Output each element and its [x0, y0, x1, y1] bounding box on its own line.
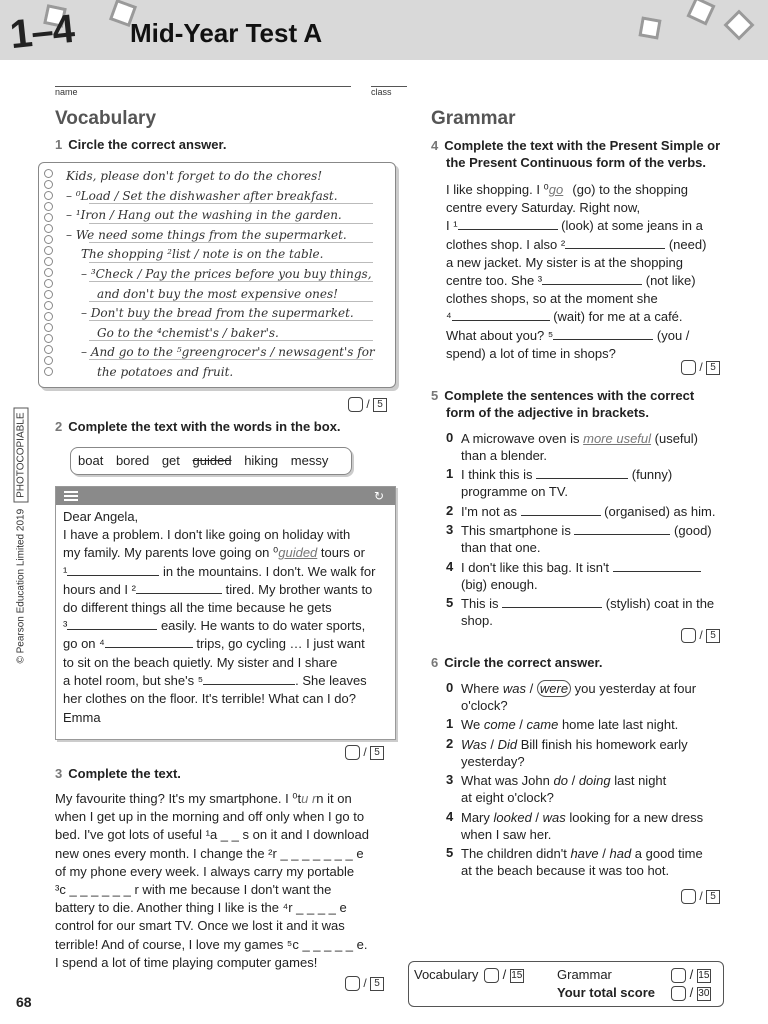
- answer-option[interactable]: had: [609, 846, 632, 861]
- instruction-text: Circle the correct answer.: [68, 137, 227, 152]
- email-line: ¹ in the mountains. I don't. We walk for: [63, 563, 376, 579]
- answer-option[interactable]: looked: [493, 810, 532, 825]
- exercise-3-text: [55, 790, 395, 972]
- exercise-6-score: / 5: [681, 889, 720, 904]
- text-line[interactable]: terrible! And of course, I love my games ⁵c _ _ _ _ _ e.: [55, 936, 368, 952]
- score-summary: [408, 961, 724, 1007]
- instruction-text: Complete the text with the Present Simple or: [444, 138, 721, 153]
- list-item[interactable]: The shopping ²list / note is on the table.: [81, 247, 324, 262]
- exercise-6-list: [446, 680, 746, 880]
- answer-option-circled[interactable]: were: [537, 680, 571, 697]
- grammar-total: / 15: [671, 967, 711, 983]
- exercise-number: 1: [55, 137, 63, 152]
- item-number: 4: [446, 559, 454, 574]
- example-answer: guided: [278, 545, 318, 561]
- max-score: 5: [370, 977, 384, 991]
- word-option: guided: [192, 453, 232, 468]
- exercise-number: 5: [431, 388, 439, 403]
- exercise-5-score: / 5: [681, 628, 720, 643]
- max-score: 5: [373, 398, 387, 412]
- score-box[interactable]: [484, 968, 499, 983]
- item-number: 4: [446, 809, 454, 824]
- text-line: What about you? ⁵ (you /: [446, 327, 690, 343]
- exercise-number: 4: [431, 138, 439, 153]
- exercise-6-instruction: [431, 655, 602, 670]
- exercise-1-instruction: [55, 137, 226, 152]
- score-box[interactable]: [681, 628, 696, 643]
- vocabulary-total: Vocabulary / 15: [414, 967, 523, 982]
- copyright-text: © Pearson Education Limited 2019: [15, 508, 27, 664]
- exercise-4-instruction: [431, 137, 731, 171]
- instruction-text: Complete the sentences with the correct: [444, 388, 695, 403]
- list-item: Where was / were you yesterday at four o'clock?: [461, 681, 697, 713]
- menu-icon[interactable]: [64, 491, 78, 501]
- max-score: 15: [698, 969, 710, 981]
- score-box[interactable]: [681, 360, 696, 375]
- word-option: bored: [115, 453, 150, 468]
- max-score: 5: [706, 361, 720, 375]
- email-line: hours and I ² tired. My brother wants to: [63, 581, 373, 597]
- list-item: – Don't buy the bread from the supermarket.: [81, 306, 354, 321]
- answer-blank[interactable]: [458, 217, 558, 230]
- exercise-5-instruction: [431, 387, 731, 421]
- text-line: I spend a lot of time playing computer games!: [55, 954, 318, 970]
- answer-option[interactable]: was: [502, 681, 527, 696]
- text-line: control for our smart TV. Once we lost it and it was: [55, 918, 345, 934]
- name-field[interactable]: [55, 86, 351, 87]
- text-line[interactable]: bed. I've got lots of useful ¹a _ _ s on it and I download: [55, 827, 369, 843]
- answer-blank[interactable]: [574, 522, 670, 535]
- item-number: 0: [446, 430, 454, 445]
- list-item: Mary looked / was looking for a new dress when I saw her.: [461, 810, 704, 842]
- item-number: 5: [446, 595, 454, 610]
- exercise-number: 2: [55, 419, 63, 434]
- answer-blank[interactable]: [67, 617, 157, 630]
- exercise-3-instruction: [55, 766, 181, 781]
- answer-blank[interactable]: [452, 308, 550, 321]
- text-line: centre every Saturday. Right now,: [446, 200, 641, 216]
- email-line: a hotel room, but she's ⁵ . She leaves: [63, 672, 367, 688]
- email-panel: [55, 486, 396, 740]
- list-item[interactable]: – ⁰Load / Set the dishwasher after breakfast.: [66, 188, 338, 203]
- item-number: 2: [446, 736, 454, 751]
- answer-blank[interactable]: [613, 559, 701, 572]
- refresh-icon[interactable]: ↻: [374, 489, 385, 503]
- score-box[interactable]: [681, 889, 696, 904]
- instruction-text: form of the adjective in brackets.: [446, 405, 650, 420]
- photocopiable-label: PHOTOCOPIABLE: [14, 407, 29, 502]
- item-number: 2: [446, 503, 454, 518]
- max-score: 5: [370, 746, 384, 760]
- word-option: get: [161, 453, 180, 468]
- answer-option[interactable]: Did: [497, 737, 518, 752]
- text-line[interactable]: new ones every month. I change the ²r _ _ _ _ _ _ _ e: [55, 845, 364, 861]
- email-line: do different things all the time because he gets: [63, 600, 332, 616]
- list-item[interactable]: – And go to the ⁵greengrocer's / newsagent's for: [81, 345, 375, 360]
- list-item: Kids, please don't forget to do the chores!: [66, 169, 323, 183]
- word-option: hiking: [244, 453, 279, 468]
- word-option: boat: [78, 453, 104, 468]
- exercise-number: 6: [431, 655, 439, 670]
- text-line: ⁴ (wait) for me at a café.: [446, 309, 683, 325]
- answer-blank[interactable]: [565, 236, 665, 249]
- item-number: 3: [446, 772, 454, 787]
- vocabulary-total-label: Vocabulary: [414, 967, 479, 982]
- name-label: name: [55, 87, 78, 97]
- list-item: This is (stylish) coat in the shop.: [461, 596, 715, 628]
- email-line: my family. My parents love going on ⁰guided tours or: [63, 545, 365, 561]
- exercise-4-score: / 5: [681, 360, 720, 375]
- text-line: when I get up in the morning and off only when I go to: [55, 809, 365, 825]
- email-line: her clothes on the floor. It's terrible! What can I do?: [63, 691, 356, 707]
- answer-option[interactable]: Was: [461, 737, 487, 752]
- list-item[interactable]: – ³Check / Pay the prices before you buy things,: [81, 266, 372, 281]
- list-item: I don't like this bag. It isn't (big) enough.: [461, 559, 701, 593]
- total-score: / 30: [671, 985, 711, 1001]
- score-box[interactable]: [345, 745, 360, 760]
- list-item: A microwave oven is more useful (useful) than a blender.: [461, 431, 698, 463]
- list-item: and don't buy the most expensive ones!: [97, 286, 338, 301]
- text-line[interactable]: ³c _ _ _ _ _ _ r with me because I don't want the: [55, 882, 332, 898]
- max-score: 30: [698, 987, 710, 999]
- item-number: 0: [446, 680, 454, 695]
- instruction-text: Complete the text with the words in the box.: [68, 419, 341, 434]
- class-label: class: [371, 87, 392, 97]
- item-number: 5: [446, 845, 454, 860]
- answer-option[interactable]: have: [570, 846, 599, 861]
- answer-blank[interactable]: [536, 466, 628, 479]
- answer-blank[interactable]: [553, 327, 653, 340]
- unit-number: 1–4: [7, 6, 76, 58]
- answer-option[interactable]: do: [553, 773, 568, 788]
- decorative-square: [638, 16, 661, 39]
- answer-blank[interactable]: [105, 635, 193, 648]
- score-box[interactable]: [348, 397, 363, 412]
- email-line: to sit on the beach quietly. My sister and I share: [63, 654, 338, 670]
- email-greeting: Dear Angela,: [63, 509, 139, 524]
- email-line: go on ⁴ trips, go cycling … I just want: [63, 636, 365, 652]
- answer-blank[interactable]: [203, 672, 295, 685]
- example-answer: more useful: [583, 431, 652, 446]
- text-line: a new jacket. My sister is at the shopping: [446, 254, 684, 270]
- answer-option[interactable]: come: [483, 717, 516, 732]
- item-number: 1: [446, 466, 454, 481]
- list-item: the potatoes and fruit.: [97, 364, 234, 379]
- email-body: [63, 508, 393, 727]
- max-score: 5: [706, 629, 720, 643]
- grammar-total-label: Grammar: [557, 967, 612, 982]
- exercise-4-text: [446, 181, 746, 363]
- page-number: 68: [16, 994, 32, 1010]
- list-item[interactable]: – ¹Iron / Hang out the washing in the garden.: [66, 208, 342, 223]
- answer-option[interactable]: was: [542, 810, 566, 825]
- list-item: We come / came home late last night.: [461, 717, 679, 732]
- text-line: centre too. She ³ (not like): [446, 273, 696, 289]
- chore-list: [66, 167, 386, 383]
- text-line[interactable]: battery to die. Another thing I like is the ⁴r _ _ _ _ e: [55, 900, 347, 916]
- answer-blank[interactable]: [542, 272, 642, 285]
- list-item: I think this is (funny) programme on TV.: [461, 467, 673, 499]
- item-number: 3: [446, 522, 454, 537]
- example-answer: u r: [301, 791, 317, 806]
- exercise-2-instruction: [55, 419, 341, 434]
- answer-blank[interactable]: [521, 503, 601, 516]
- list-item: What was John do / doing last night at eight o'clock?: [461, 773, 667, 805]
- email-line: I have a problem. I don't like going on holiday with: [63, 527, 351, 543]
- side-notice: [0, 400, 30, 690]
- score-box[interactable]: [671, 968, 686, 983]
- exercise-5-list: [446, 430, 746, 630]
- exercise-3-score: / 5: [345, 976, 384, 991]
- item-number: 1: [446, 716, 454, 731]
- list-item: – We need some things from the supermarket.: [66, 227, 347, 242]
- answer-blank[interactable]: [136, 581, 222, 594]
- text-line: clothes shops, so at the moment she: [446, 291, 658, 307]
- text-line: I like shopping. I ⁰go (go) to the shopping: [446, 181, 746, 199]
- grammar-heading: Grammar: [431, 108, 516, 129]
- text-line: I ¹ (look) at some jeans in a: [446, 218, 703, 234]
- instruction-text: Circle the correct answer.: [444, 655, 603, 670]
- list-item[interactable]: Go to the ⁴chemist's / baker's.: [97, 325, 279, 340]
- answer-option[interactable]: came: [526, 717, 559, 732]
- answer-option[interactable]: doing: [578, 773, 611, 788]
- score-box[interactable]: [671, 986, 686, 1001]
- list-item: This smartphone is (good) than that one.: [461, 523, 712, 555]
- exercise-2-score: / 5: [345, 745, 384, 760]
- text-line: My favourite thing? It's my smartphone. I ⁰tu rn it on: [55, 791, 352, 806]
- word-option: messy: [290, 453, 329, 468]
- vocabulary-heading: Vocabulary: [55, 108, 157, 129]
- score-box[interactable]: [345, 976, 360, 991]
- email-signature: Emma: [63, 710, 101, 726]
- text-line: clothes shop. I also ² (need): [446, 236, 707, 252]
- text-line: of my phone every week. I always carry my portable: [55, 863, 355, 879]
- total-score-label: Your total score: [557, 985, 656, 1000]
- list-item: I'm not as (organised) as him.: [461, 504, 716, 519]
- email-toolbar: [56, 487, 395, 505]
- notepad: [38, 162, 396, 388]
- list-item: Was / Did Bill finish his homework early yesterday?: [461, 737, 688, 769]
- example-answer: go: [548, 182, 564, 197]
- exercise-number: 3: [55, 766, 63, 781]
- page-title: Mid-Year Test A: [130, 18, 323, 48]
- exercise-1-score: / 5: [348, 397, 387, 412]
- answer-blank[interactable]: [502, 595, 602, 608]
- max-score: 15: [511, 969, 523, 981]
- email-line: ³ easily. He wants to do water sports,: [63, 618, 366, 634]
- text-line: spend) a lot of time in shops?: [446, 345, 616, 361]
- max-score: 5: [706, 890, 720, 904]
- instruction-text: the Present Continuous form of the verbs.: [446, 155, 707, 170]
- list-item: The children didn't have / had a good time at the beach because it was too hot.: [461, 846, 703, 878]
- instruction-text: Complete the text.: [68, 766, 181, 781]
- word-box: [70, 447, 352, 475]
- answer-blank[interactable]: [67, 563, 159, 576]
